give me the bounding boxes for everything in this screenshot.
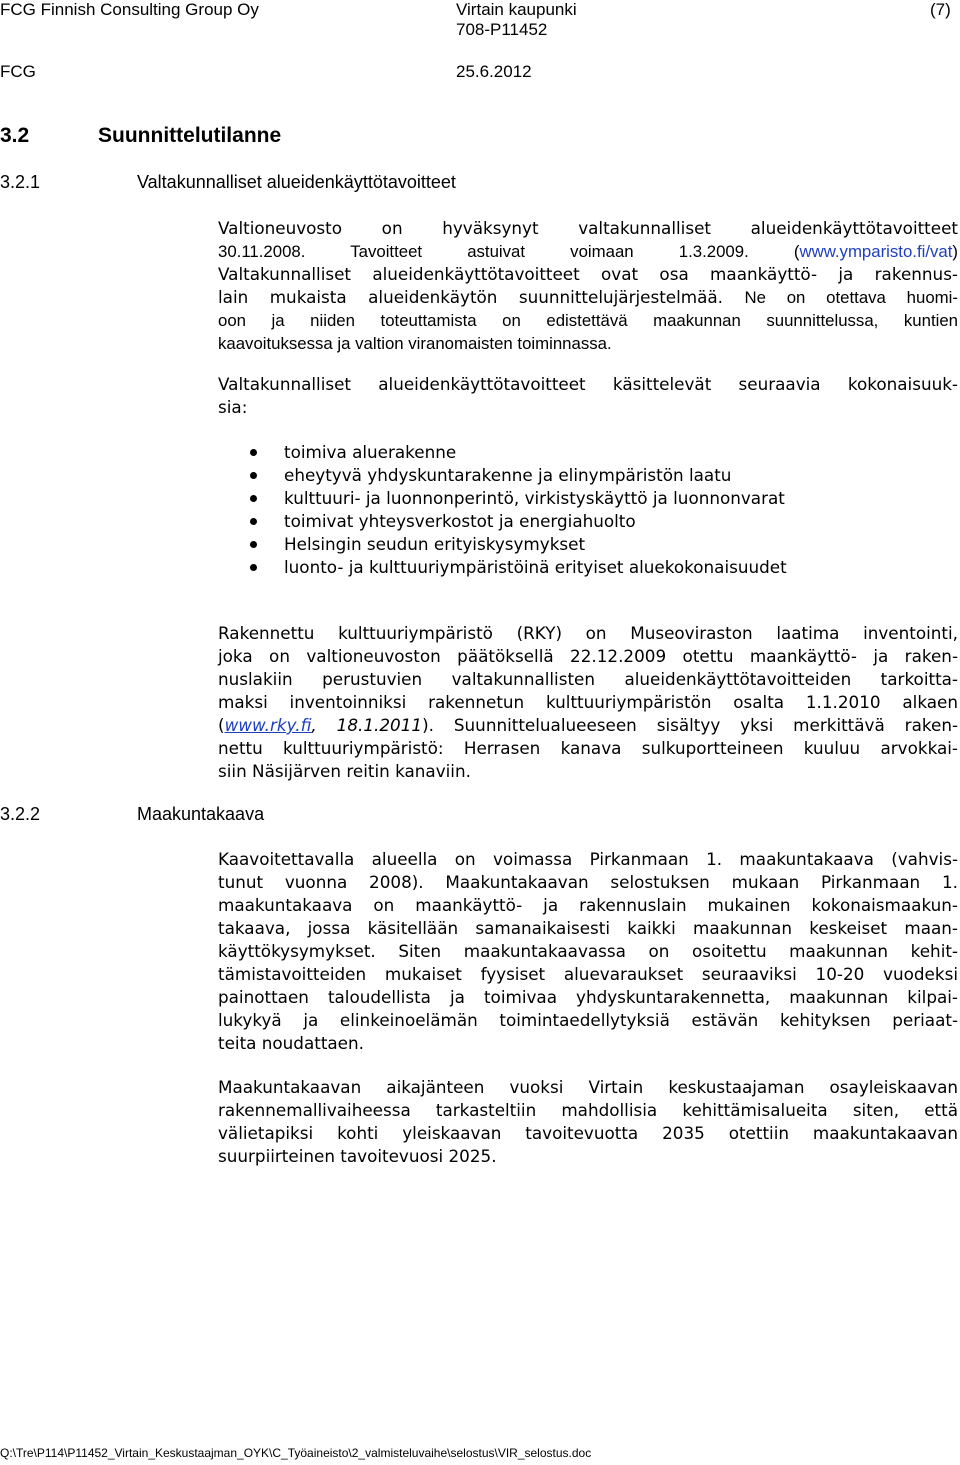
text-line: nuslakiin perustuvien valtakunnallisten alueidenkäyttötavoitteiden tarkoitta- [218, 669, 958, 689]
text-line [218, 714, 958, 737]
paragraph-rky [218, 622, 958, 783]
text-line: kaavoituksessa ja valtion viranomaisten toiminnassa. [218, 334, 612, 353]
text-line: Valtioneuvosto on hyväksynyt valtakunnalliset alueidenkäyttötavoitteet [218, 218, 958, 238]
text-line: Valtakunnalliset alueidenkäyttötavoitteet käsittelevät seuraavia kokonaisuuk- [218, 374, 958, 394]
text-line: siin Näsijärven reitin kanaviin. [218, 761, 471, 781]
list-item-text: luonto- ja kulttuuriympäristöinä erityiset aluekokonaisuudet [284, 557, 787, 577]
text-line: painottaen taloudellista ja toimivaa yhdyskuntarakennetta, maakunnan kilpai- [218, 987, 958, 1007]
header-company: FCG Finnish Consulting Group Oy [0, 0, 259, 19]
text-line: Valtakunnalliset alueidenkäyttötavoitteet ovat osa maankäyttö- ja rakennus- [218, 264, 958, 284]
list-item [248, 556, 787, 579]
text-fragment: Ne on otettava huomi- [744, 288, 958, 307]
paragraph-maakuntakaava [218, 848, 958, 1055]
text-line: maakuntakaava on maankäyttö- ja rakennuslain mukainen kokonaismaakun- [218, 895, 958, 915]
section-number: 3.2 [0, 124, 30, 147]
text-line: tunut vuonna 2008). Maakuntakaavan selostuksen mukaan Pirkanmaan 1. [218, 872, 958, 892]
paragraph-valtakunnalliset [218, 217, 958, 355]
bullet-icon [250, 449, 257, 456]
text-line: sia: [218, 397, 248, 417]
text-line: Maakuntakaavan aikajänteen vuoksi Virtain keskustaajaman osayleiskaavan [218, 1077, 958, 1097]
text-line: suurpiirteinen tavoitevuosi 2025. [218, 1146, 497, 1166]
text-fragment: ). Suunnittelualueeseen sisältyy yksi merkittävä raken- [422, 715, 959, 735]
text-fragment: 30.11.2008. Tavoitteet astuivat voimaan 1.3.2009. ( [218, 242, 800, 261]
bullet-icon [250, 564, 257, 571]
text-line: nettu kulttuuriympäristö: Herrasen kanava sulkuportteineen kuuluu arvokkai- [218, 738, 958, 758]
text-line: välietapiksi kohti yleiskaavan tavoitevuotta 2035 otettiin maakuntakaavan [218, 1123, 958, 1143]
text-line: takaava, jossa käsitellään samanaikaisesti kaikki maakunnan keskeiset maan- [218, 918, 958, 938]
section-title: Suunnittelutilanne [98, 124, 282, 147]
paragraph-aikajanne [218, 1076, 958, 1168]
bullet-icon [250, 495, 257, 502]
text-line [218, 240, 958, 263]
bullet-icon [250, 518, 257, 525]
rky-link[interactable]: www.rky.fi [224, 715, 312, 735]
list-item-text: Helsingin seudun erityiskysymykset [284, 534, 586, 554]
list-item [248, 533, 787, 556]
header-page: (7) [930, 0, 951, 19]
text-line: Rakennettu kulttuuriympäristö (RKY) on Museoviraston laatima inventointi, [218, 623, 958, 643]
header-client: Virtain kaupunki [456, 0, 577, 19]
list-item [248, 441, 787, 464]
paragraph-kokonaisuudet [218, 373, 958, 419]
text-fragment: ) [952, 242, 958, 261]
text-line: tämistavoitteiden mukaiset fyysiset aluevaraukset seuraaviksi 10-20 vuodeksi [218, 964, 958, 984]
text-line: lukykyä ja elinkeinoelämän toimintaedellytyksiä estävän kehityksen periaat- [218, 1010, 958, 1030]
bullet-icon [250, 541, 257, 548]
list-item [248, 510, 787, 533]
text-line: joka on valtioneuvoston päätöksellä 22.12.2009 otettu maankäyttö- ja raken- [218, 646, 958, 666]
list-item-text: toimiva aluerakenne [284, 442, 457, 462]
subsection-title: Maakuntakaava [137, 804, 265, 824]
bullet-list [248, 441, 787, 579]
text-fragment: ( [218, 715, 225, 735]
ymparisto-link[interactable]: www.ymparisto.fi/vat [799, 242, 953, 261]
text-line: maksi inventoinniksi rakennetun kulttuuriympäristön osalta 1.1.2010 alkaen [218, 692, 958, 712]
header-project-number: 708-P11452 [456, 20, 548, 39]
header-short: FCG [0, 62, 36, 81]
text-line: Kaavoitettavalla alueella on voimassa Pirkanmaan 1. maakuntakaava (vahvis- [218, 849, 958, 869]
subsection-number: 3.2.2 [0, 804, 41, 824]
text-line [218, 286, 958, 309]
text-line: teita noudattaen. [218, 1033, 364, 1053]
text-line: rakennemallivaiheessa tarkasteltiin mahdollisia kehittämisalueita siten, että [218, 1100, 958, 1120]
bullet-icon [250, 472, 257, 479]
list-item-text: toimivat yhteysverkostot ja energiahuolto [284, 511, 636, 531]
footer-file-path: Q:\Tre\P114\P11452_Virtain_Keskustaajman_OYK\C_Työaineisto\2_valmisteluvaihe\selostus\VIR_selostus.doc [0, 1446, 592, 1460]
text-line: oon ja niiden toteuttamista on edistettävä maakunnan suunnittelussa, kuntien [218, 311, 958, 330]
subsection-title: Valtakunnalliset alueidenkäyttötavoitteet [137, 172, 456, 192]
list-item [248, 487, 787, 510]
text-line: käyttökysymykset. Siten maakuntakaavassa on osoitettu maakunnan kehit- [218, 941, 958, 961]
header-date: 25.6.2012 [456, 62, 532, 81]
subsection-number: 3.2.1 [0, 172, 41, 192]
list-item [248, 464, 787, 487]
list-item-text: eheytyvä yhdyskuntarakenne ja elinympäristön laatu [284, 465, 732, 485]
list-item-text: kulttuuri- ja luonnonperintö, virkistyskäyttö ja luonnonvarat [284, 488, 785, 508]
text-fragment: lain mukaista alueidenkäytön suunnittelujärjestelmää. [218, 287, 724, 307]
citation-date: , 18.1.2011 [311, 715, 423, 735]
